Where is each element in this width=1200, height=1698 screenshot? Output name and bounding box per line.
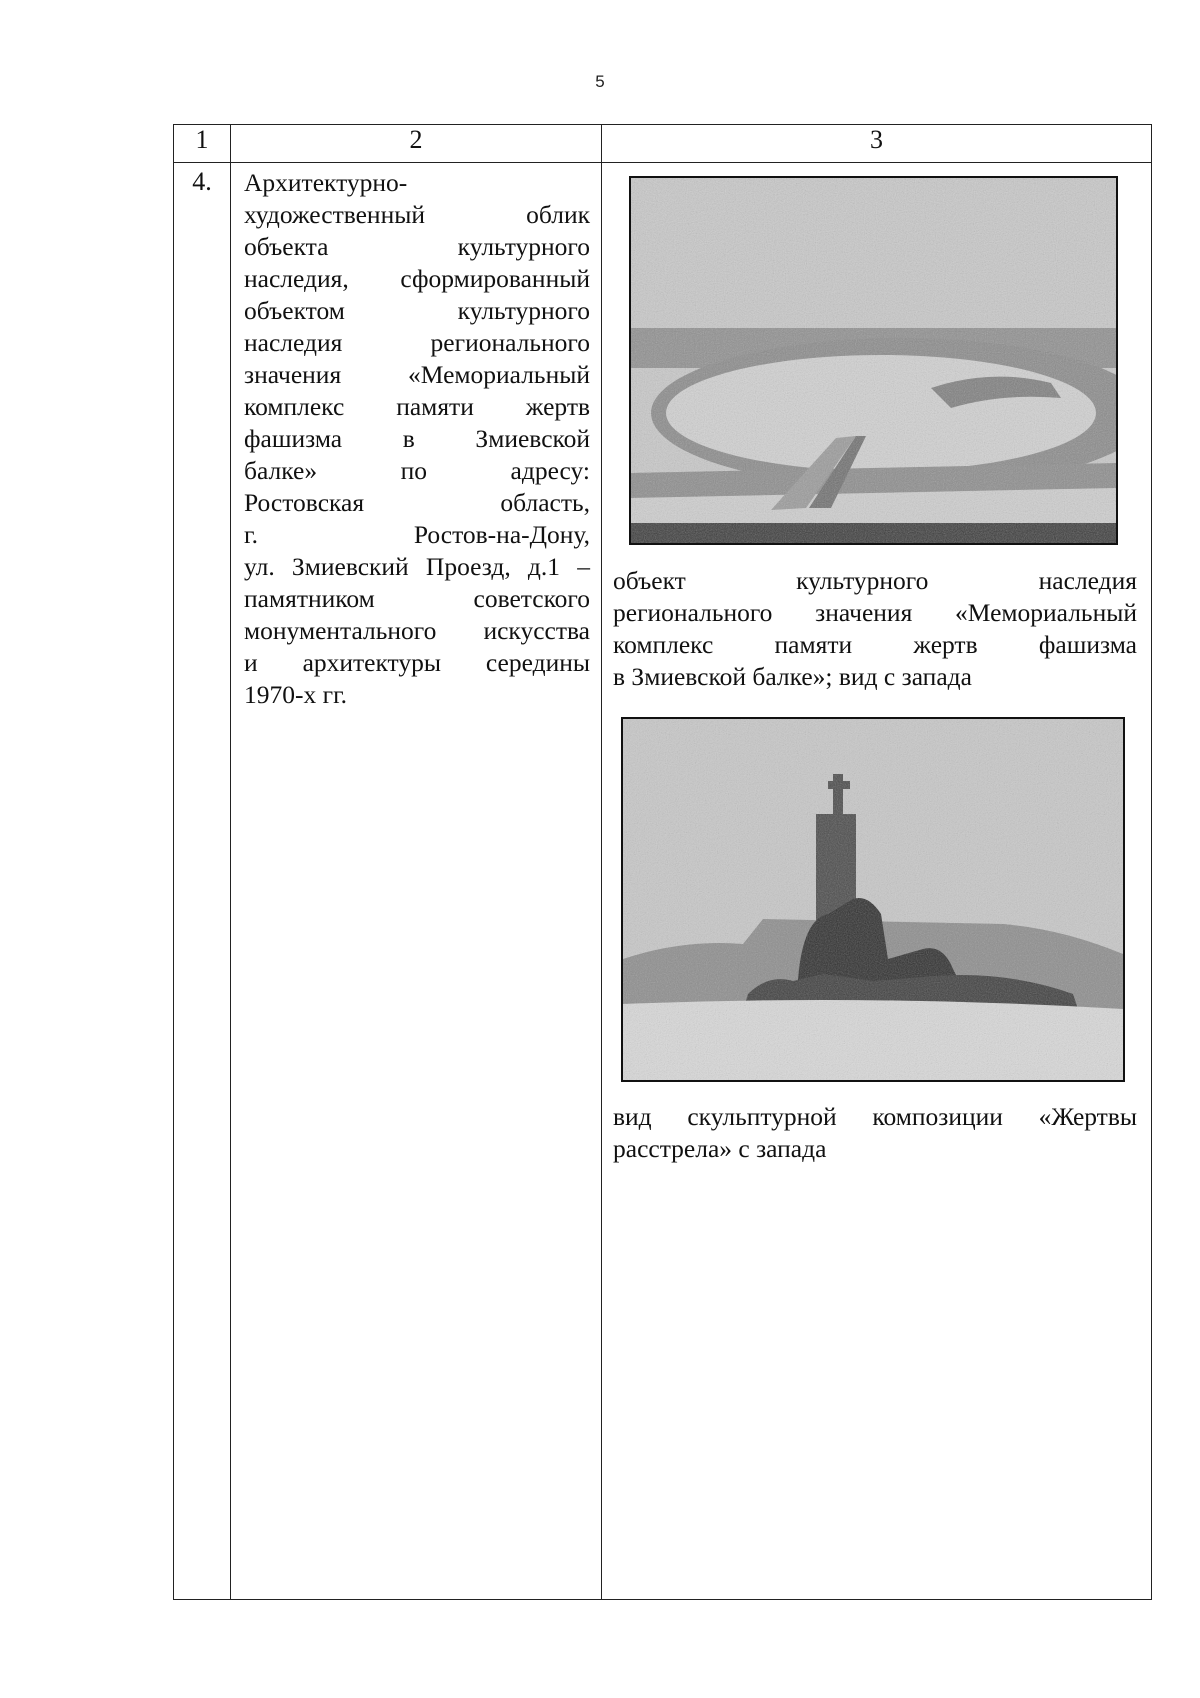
header-col-1: 1: [174, 125, 231, 163]
images-cell: [602, 163, 1152, 1600]
row-number: 4.: [174, 163, 231, 1600]
description-line: и архитектуры середины: [244, 648, 590, 677]
table-header-row: [174, 125, 1152, 163]
description-line: наследия, сформированный: [244, 264, 590, 293]
description-line: г. Ростов-на-Дону,: [244, 520, 590, 549]
description-line: Ростовская область,: [244, 488, 590, 517]
description-line: комплекс памяти жертв: [244, 392, 590, 421]
description-text: [244, 167, 590, 711]
memorial-complex-photo: [629, 176, 1118, 545]
sculpture-photo: [621, 717, 1125, 1082]
description-line: ул. Змиевский Проезд, д.1 –: [244, 552, 590, 581]
caption-line: вид скульптурной композиции «Жертвы: [613, 1102, 1137, 1131]
description-line: фашизма в Змиевской: [244, 424, 590, 453]
table-row: [174, 163, 1152, 1600]
caption-line: комплекс памяти жертв фашизма: [613, 630, 1137, 659]
page-number: 5: [595, 72, 605, 91]
caption-line: расстрела» с запада: [613, 1134, 827, 1163]
description-line: 1970-х гг.: [244, 680, 348, 709]
caption-line: регионального значения «Мемориальный: [613, 598, 1137, 627]
header-col-3: 3: [602, 125, 1152, 163]
description-line: наследия регионального: [244, 328, 590, 357]
description-line: художественный облик: [244, 200, 590, 229]
description-line: балке» по адресу:: [244, 456, 590, 485]
description-line: объекта культурного: [244, 232, 590, 261]
caption-line: объект культурного наследия: [613, 566, 1137, 595]
description-cell: [231, 163, 602, 1600]
description-line: Архитектурно-: [244, 168, 408, 197]
photo1-caption: [613, 565, 1137, 693]
header-col-2: 2: [231, 125, 602, 163]
description-line: объектом культурного: [244, 296, 590, 325]
description-line: значения «Мемориальный: [244, 360, 590, 389]
caption-line: в Змиевской балке»; вид с запада: [613, 662, 972, 691]
document-table: [173, 124, 1152, 1600]
photo2-caption: [613, 1101, 1137, 1165]
description-line: памятником советского: [244, 584, 590, 613]
description-line: монументального искусства: [244, 616, 590, 645]
